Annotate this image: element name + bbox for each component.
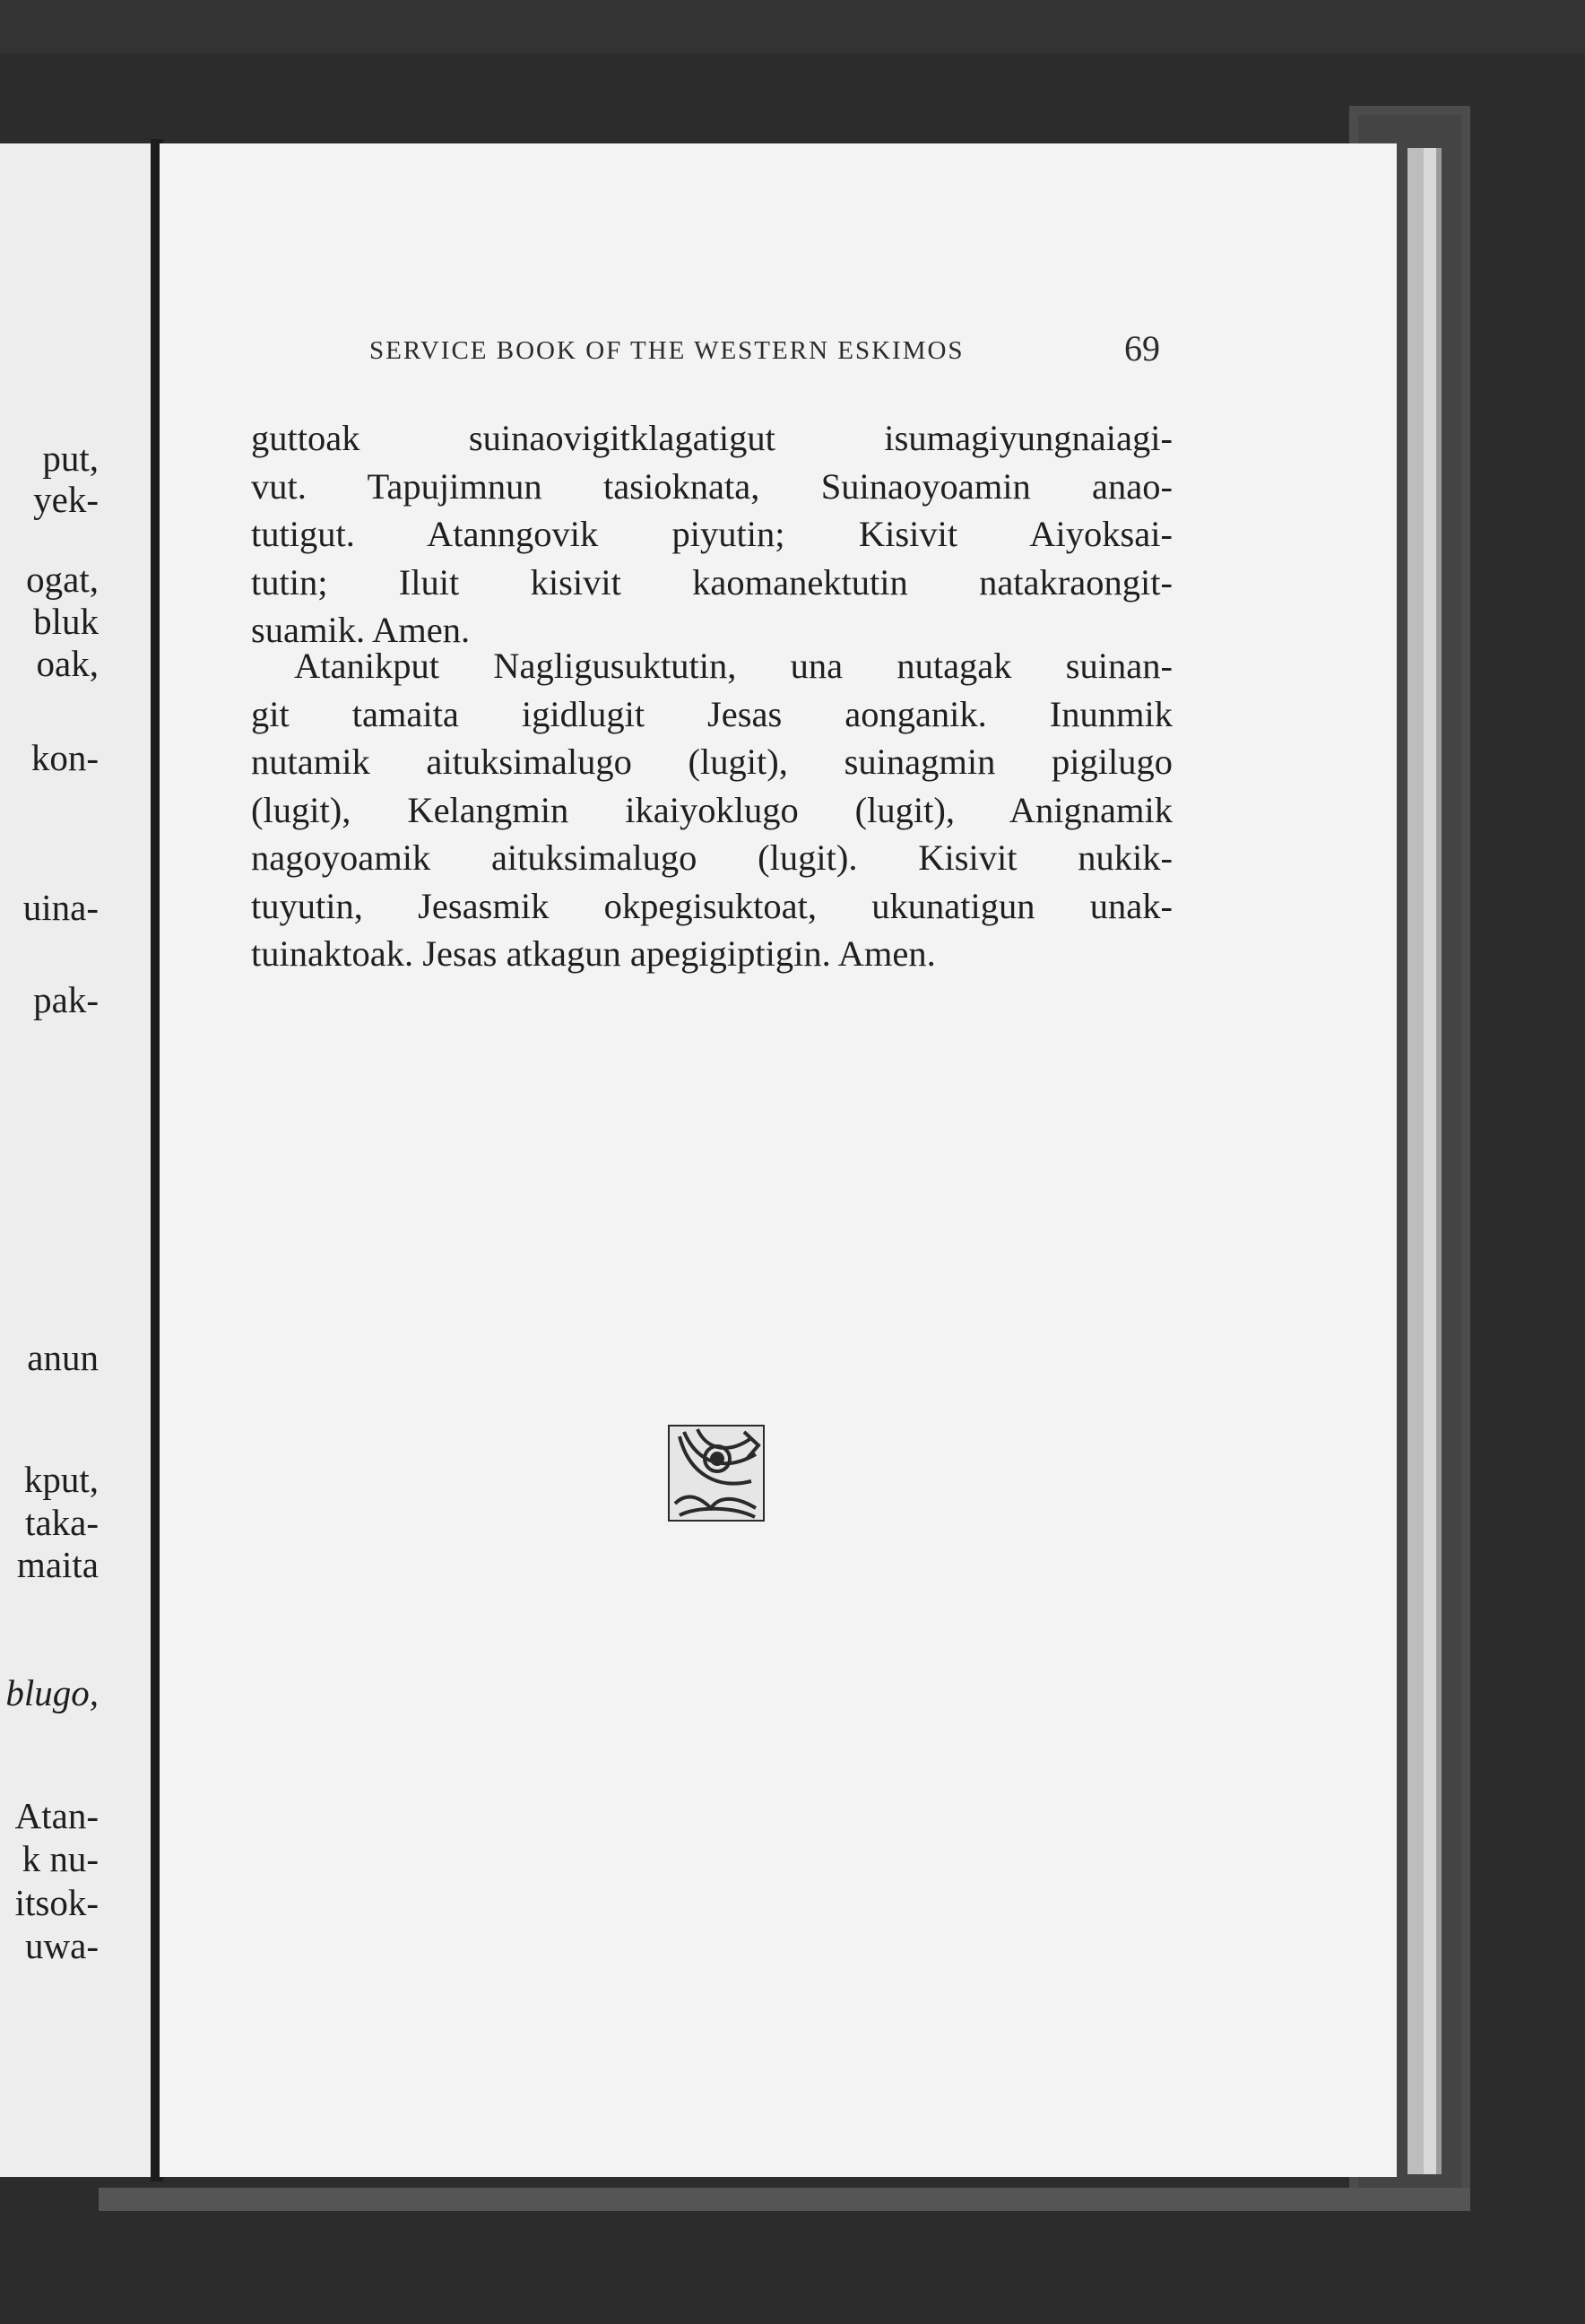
left-page-line: anun xyxy=(27,1337,99,1378)
left-page-line: taka- xyxy=(25,1502,99,1543)
text-line: git tamaita igidlugit Jesas aonganik. Inunmik xyxy=(251,693,1173,734)
text-line: tuinaktoak. Jesas atkagun apegigiptigin. Amen. xyxy=(251,933,936,974)
paragraph-continued xyxy=(251,414,1173,655)
left-page-line: kon- xyxy=(30,737,99,778)
left-page-line: kput, xyxy=(23,1459,99,1500)
left-page-line: put, xyxy=(42,438,99,479)
left-page-line: blugo, xyxy=(5,1672,99,1713)
left-page-line: uina- xyxy=(22,887,99,928)
left-page-line: yek- xyxy=(33,479,99,520)
text-line: guttoak suinaovigitklagatigut isumagiyungnaiagi- xyxy=(251,418,1173,458)
left-page-line: ogat, xyxy=(26,559,99,600)
text-line: suamik. Amen. xyxy=(251,610,471,650)
paragraph-prayer xyxy=(251,642,1173,978)
left-page-line: k nu- xyxy=(22,1838,99,1879)
page-number: 69 xyxy=(1124,328,1160,369)
text-line: tuyutin, Jesasmik okpegisuktoat, ukunatigun unak- xyxy=(251,885,1173,926)
text-line: nutamik aituksimalugo (lugit), suinagmin pigilugo xyxy=(251,741,1173,782)
text-line: vut. Tapujimnun tasioknata, Suinaoyoamin anao- xyxy=(251,465,1173,507)
left-page-line: bluk xyxy=(33,601,99,642)
text-line: tutigut. Atanngovik piyutin; Kisivit Aiyoksai- xyxy=(251,514,1173,554)
left-page-line: oak, xyxy=(36,643,99,684)
left-page-line: uwa- xyxy=(25,1925,99,1966)
text-line: nagoyoamik aituksimalugo (lugit). Kisivit nukik- xyxy=(251,837,1173,878)
left-page-line: pak- xyxy=(33,979,99,1020)
text-line: (lugit), Kelangmin ikaiyoklugo (lugit), Anignamik xyxy=(251,789,1173,830)
left-page-fragment xyxy=(0,143,151,2177)
left-page-line: itsok- xyxy=(14,1882,99,1923)
left-page-line: Atan- xyxy=(14,1795,99,1836)
running-header: SERVICE BOOK OF THE WESTERN ESKIMOS xyxy=(369,336,965,365)
floral-ornament-icon xyxy=(662,1418,771,1528)
left-page-line: maita xyxy=(16,1544,99,1585)
text-line: Atanikput Nagligusuktutin, una nutagak suinan- xyxy=(294,646,1173,686)
text-line: tutin; Iluit kisivit kaomanektutin natakraongit- xyxy=(251,561,1173,603)
